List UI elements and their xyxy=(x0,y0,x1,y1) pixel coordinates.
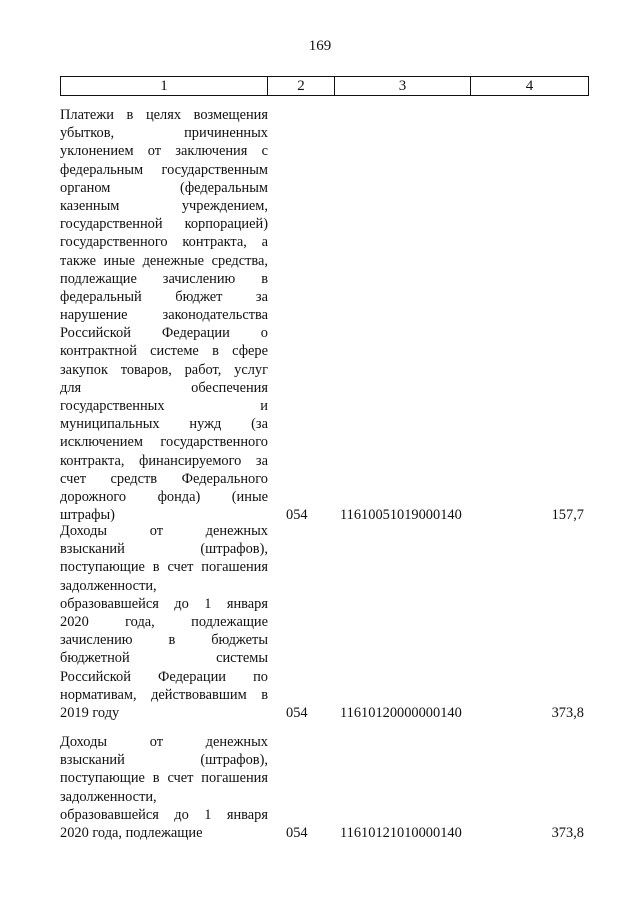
description-line: федеральный бюджет за xyxy=(60,288,268,305)
column-header-row xyxy=(61,77,589,96)
description-line: дорожного фонда) (иные xyxy=(60,488,268,505)
column-header-3: 3 xyxy=(335,77,471,96)
budget-classification-code: 11610120000000140 xyxy=(340,705,462,721)
description-line: убытков, причиненных xyxy=(60,125,268,142)
description-line: государственного контракта, а xyxy=(60,234,268,251)
description-line: задолженности, xyxy=(60,788,157,805)
description-line: также иные денежные средства, xyxy=(60,252,268,269)
description-line: взысканий (штрафов), xyxy=(60,541,268,558)
column-header-4: 4 xyxy=(471,77,589,96)
column-header-1: 1 xyxy=(61,77,268,96)
column-header-table xyxy=(60,76,589,96)
amount: 157,7 xyxy=(551,507,584,524)
description-line: органом (федеральным xyxy=(60,179,268,196)
amount: 373,8 xyxy=(551,705,584,721)
description-line: задолженности, xyxy=(60,577,157,594)
row-description xyxy=(60,522,268,722)
description-line: Доходы от денежных xyxy=(60,734,268,750)
row-description xyxy=(60,733,268,842)
row-description xyxy=(60,106,268,524)
description-line: 2020 года, подлежащие xyxy=(60,613,268,630)
description-line: муниципальных нужд (за xyxy=(60,416,268,433)
description-line: контракта, финансируемого за xyxy=(60,452,268,469)
description-line: государственной корпорацией) xyxy=(60,216,268,233)
admin-code: 054 xyxy=(286,705,308,721)
description-line: поступающие в счет погашения xyxy=(60,559,268,576)
description-line: 2020 года, подлежащие xyxy=(60,824,203,841)
description-line: образовавшейся до 1 января xyxy=(60,595,268,612)
description-line: для обеспечения xyxy=(60,379,268,396)
description-line: нормативам, действовавшим в xyxy=(60,686,268,703)
description-line: поступающие в счет погашения xyxy=(60,770,268,787)
description-line: взысканий (штрафов), xyxy=(60,752,268,769)
description-line: закупок товаров, работ, услуг xyxy=(60,361,268,378)
description-line: уклонением от заключения с xyxy=(60,143,268,160)
description-line: контрактной системе в сфере xyxy=(60,343,268,360)
description-line: федеральным государственным xyxy=(60,161,268,178)
budget-classification-code: 11610121010000140 xyxy=(340,825,462,841)
description-line: бюджетной системы xyxy=(60,650,268,667)
column-header-2: 2 xyxy=(268,77,335,96)
description-line: государственных и xyxy=(60,398,268,414)
description-line: зачислению в бюджеты xyxy=(60,632,268,649)
description-line: Доходы от денежных xyxy=(60,523,268,539)
page-number: 169 xyxy=(308,38,332,54)
description-line: Платежи в целях возмещения xyxy=(60,107,268,123)
description-line: Российской Федерации о xyxy=(60,325,268,342)
description-line: счет средств Федерального xyxy=(60,470,268,487)
description-line: казенным учреждением, xyxy=(60,197,268,214)
description-line: образовавшейся до 1 января xyxy=(60,806,268,823)
description-line: Российской Федерации по xyxy=(60,668,268,685)
description-line: подлежащие зачислению в xyxy=(60,270,268,287)
admin-code: 054 xyxy=(286,825,308,841)
admin-code: 054 xyxy=(286,507,308,524)
description-line: исключением государственного xyxy=(60,434,268,451)
amount: 373,8 xyxy=(551,825,584,841)
description-line: 2019 году xyxy=(60,704,120,721)
budget-classification-code: 11610051019000140 xyxy=(340,507,462,524)
description-line: штрафы) xyxy=(60,507,115,524)
description-line: нарушение законодательства xyxy=(60,307,268,324)
